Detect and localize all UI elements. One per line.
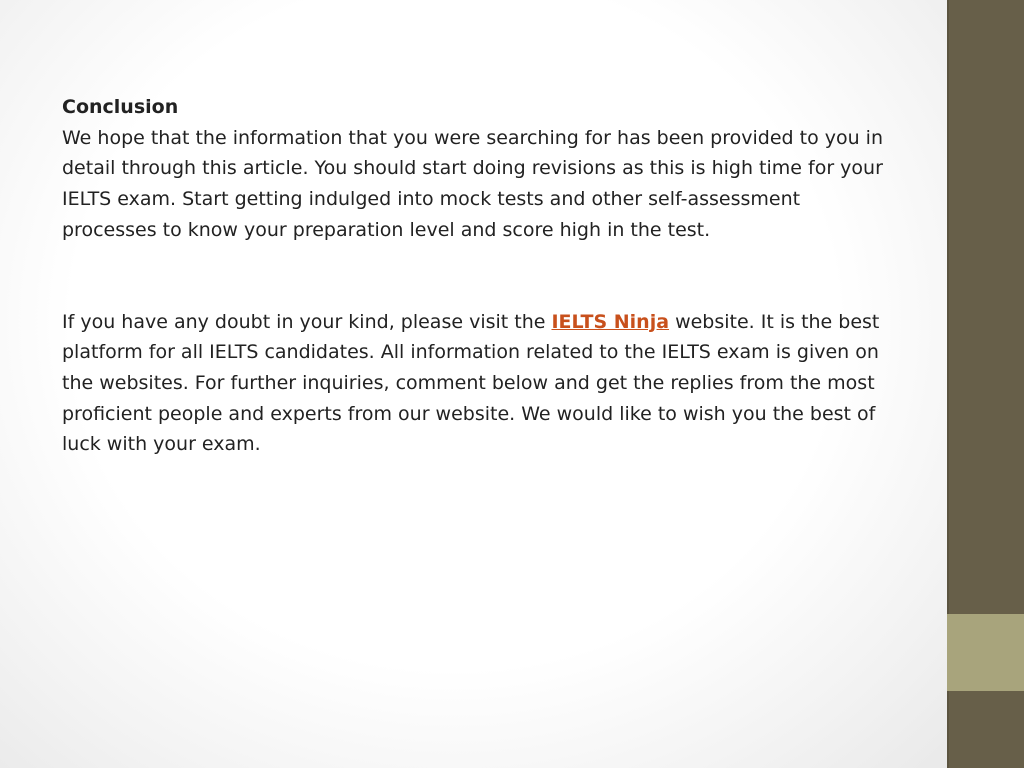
paragraph-visit-text-after: website. It is the best platform for all IELTS candidates. All information related to the IELTS exam is given on the websites. For further inquiries, comment below and get the replies from the most proficient people and experts from our website. We would like to wish you the best of luck with your exam. <box>62 310 880 456</box>
paragraph-visit-text-before: If you have any doubt in your kind, please visit the <box>62 310 552 333</box>
slide-heading: Conclusion <box>62 96 179 118</box>
slide-body <box>62 92 892 460</box>
ielts-ninja-link[interactable]: IELTS Ninja <box>551 310 670 333</box>
side-accent-block <box>947 614 1024 691</box>
paragraph-visit <box>62 307 892 461</box>
side-decoration-bar <box>947 0 1024 768</box>
paragraph-conclusion: We hope that the information that you were searching for has been provided to you in detail through this article. You should start doing revisions as this is high time for your IELTS exam. Start getting indulged into mock tests and other self-assessment processes to know your preparation level and score high in the test. <box>62 126 884 241</box>
